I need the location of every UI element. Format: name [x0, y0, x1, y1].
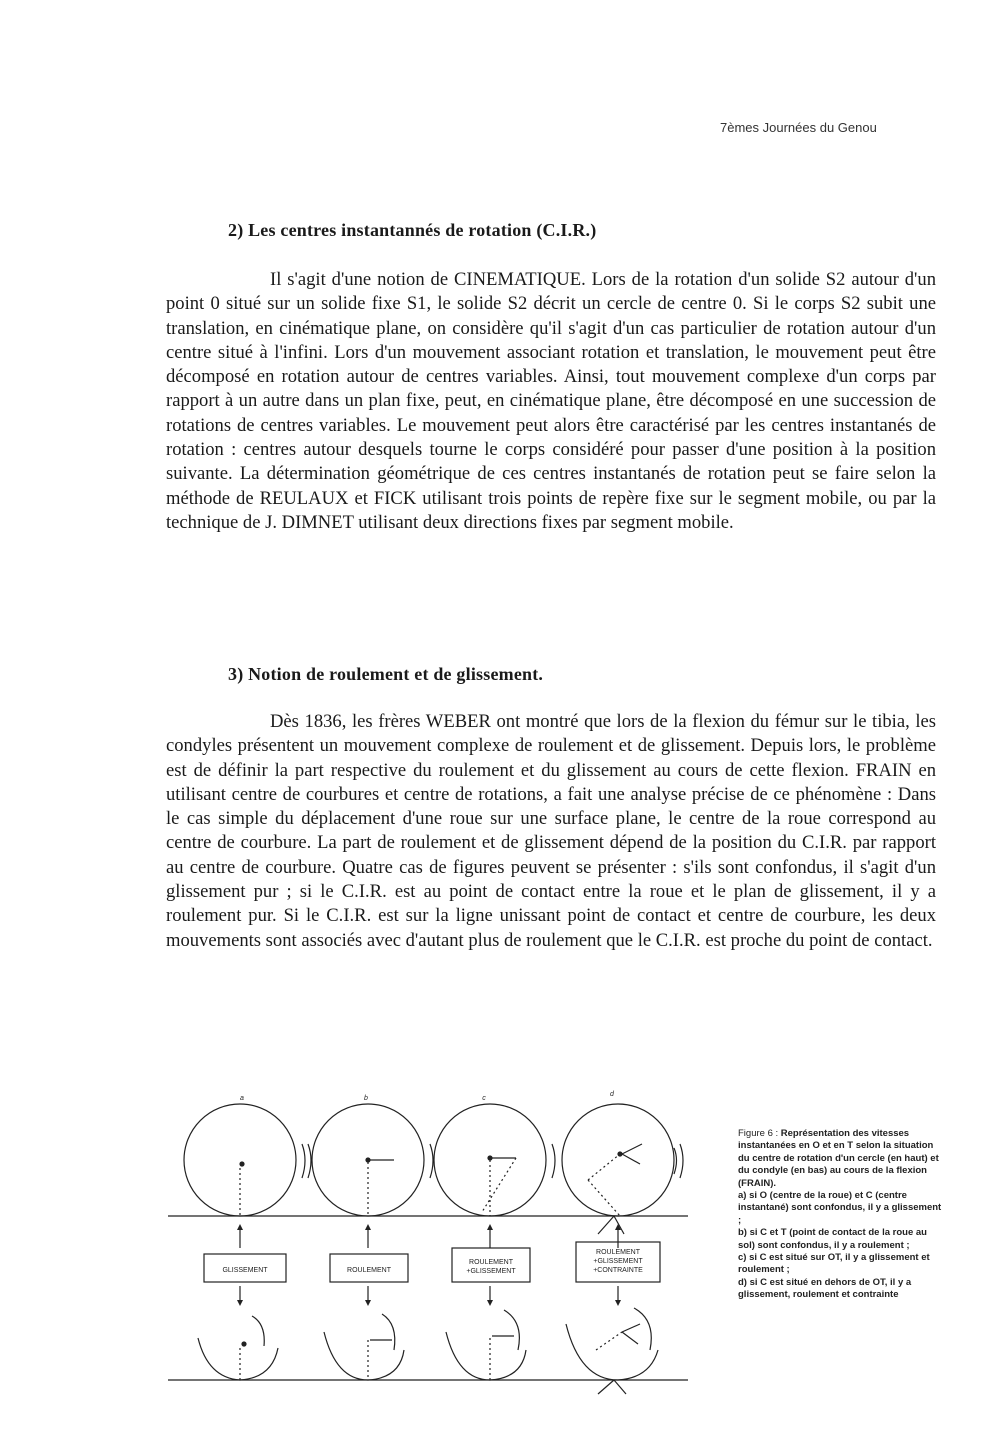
caption-case-a: a) si O (centre de la roue) et C (centre instantané) sont confondus, il y a glissement ;	[738, 1190, 942, 1226]
wheel-a-center	[240, 1162, 244, 1166]
condyle-b	[324, 1332, 404, 1380]
section-2-paragraph: Il s'agit d'une notion de CINEMATIQUE. Lors de la rotation d'un solide S2 autour d'un point 0 situé sur un solide fixe S1, le solide S2 décrit un cercle de centre 0. Si le corps S2 subit une translation, en cinématique plane, on considère qu'il s'agit d'un cas particulier de rotation autour d'un centre situé à l'infini. Lors d'un mouvement associant rotation et translation, le mouvement peut être décomposé en rotation autour de centres variables. Ainsi, tout mouvement complexe d'un corps par rapport à un autre dans un plan fixe, peut, en cinématique plane, être décomposé en une succession de rotations de centres variables. Le mouvement peut alors être caractérisé par les centres instantanés de rotation : centres autour desquels tourne le corps considéré pour passer d'une position à la position suivante. La détermination géométrique de ces centres instantanés de rotation peut se faire selon la méthode de REULAUX et FICK utilisant trois points de repère fixe sur le segment mobile, ou par la technique de J. DIMNET utilisant deux directions fixes par segment mobile.	[166, 269, 936, 533]
panel-letter-c: c	[482, 1095, 486, 1102]
figure-6-diagram	[168, 1088, 708, 1398]
caption-description: Représentation des vitesses instantanées en O et en T selon la situation du centre de rotation d'un cercle (en haut) et du condyle (en bas) au cours de la flexion (FRAIN).	[738, 1128, 939, 1189]
caption-case-d: d) si C est situé en dehors de OT, il y a glissement, roulement et contrainte	[738, 1276, 912, 1301]
condyle-a	[198, 1338, 278, 1380]
condyle-d-construction	[596, 1332, 622, 1350]
section-3-title: 3) Notion de roulement et de glissement.	[228, 664, 544, 684]
figure-6-svg	[168, 1088, 708, 1398]
box-d-line-2: +GLISSEMENT	[593, 1258, 643, 1265]
box-d-line-1: ROULEMENT	[596, 1249, 640, 1256]
wheel-a-motion-arc-2	[308, 1144, 311, 1178]
panel-letter-b: b	[364, 1095, 368, 1102]
condyle-b-arc	[382, 1314, 395, 1350]
arrowhead-down-d	[615, 1300, 621, 1306]
panel-letter-a: a	[240, 1095, 244, 1102]
arrowhead-down-b	[365, 1300, 371, 1306]
box-a-line-1: GLISSEMENT	[222, 1267, 268, 1274]
arrowhead-down-c	[487, 1300, 493, 1306]
caption-case-b: b) si C et T (point de contact de la roue au sol) sont confondus, il y a roulement ;	[738, 1227, 927, 1251]
condyle-a-center	[242, 1342, 246, 1346]
section-2-title: 2) Les centres instantannés de rotation (C.I.R.)	[228, 220, 597, 240]
running-head: 7èmes Journées du Genou	[720, 120, 877, 135]
box-b-line-1: ROULEMENT	[347, 1267, 391, 1274]
caption-line-1	[738, 1128, 943, 1190]
arrowhead-up-c	[487, 1224, 493, 1230]
caption-lead: Figure 6 :	[738, 1128, 781, 1139]
condyle-d-velocity-2	[622, 1332, 638, 1344]
figure-6-caption	[738, 1128, 943, 1302]
box-c-line-1: ROULEMENT	[469, 1259, 513, 1266]
condyle-d-arc	[634, 1308, 651, 1350]
section-3-paragraph: Dès 1836, les frères WEBER ont montré que lors de la flexion du fémur sur le tibia, les condyles présentent un mouvement complexe de roulement et de glissement. Depuis lors, le problème est de définir la part respective du roulement et du glissement au cours de cette flexion. FRAIN en utilisant centre de courbures et centre de rotations, a fait une analyse précise de ce phénomène : Dans le cas simple du déplacement d'une roue sur une surface plane, le centre de la roue correspond au centre de courbure. La part de roulement et de glissement dépend de la position du C.I.R. par rapport au centre de courbure. Quatre cas de figures peuvent se présenter : s'ils sont confondus, il s'agit d'un glissement pur ; si le C.I.R. est au point de contact entre la roue et le plan de glissement, il y a roulement pur. Si le C.I.R. est sur la ligne unissant point de contact et centre de courbure, les deux mouvements sont associés avec d'autant plus de roulement que le C.I.R. est proche du point de contact.	[166, 711, 936, 951]
wheel-c-construction	[482, 1158, 516, 1212]
wheel-b-center	[366, 1158, 370, 1162]
panel-letter-d: d	[610, 1091, 614, 1098]
arrowhead-up-a	[237, 1224, 243, 1230]
condyle-a-arc	[252, 1316, 264, 1346]
condyle-d-contact-vector-2	[614, 1380, 626, 1394]
wheel-a-motion-arc	[302, 1144, 305, 1178]
caption-case-c: c) si C est situé sur OT, il y a glissement et roulement ;	[738, 1252, 930, 1276]
wheel-d-velocity-1	[622, 1144, 642, 1154]
wheel-d-motion-arc	[680, 1144, 683, 1178]
wheel-d	[562, 1104, 674, 1216]
wheel-c-motion-arc	[552, 1144, 555, 1178]
condyle-c-arc	[504, 1310, 519, 1350]
condyle-d-velocity-1	[622, 1324, 640, 1332]
condyle-d-contact-vector	[598, 1380, 614, 1394]
wheel-d-construction	[588, 1154, 620, 1180]
box-d-line-3: +CONTRAINTE	[593, 1267, 643, 1274]
wheel-d-velocity-2	[622, 1154, 640, 1164]
wheel-c-center	[488, 1156, 492, 1160]
box-c-line-2: +GLISSEMENT	[466, 1268, 516, 1275]
wheel-d-contact-vector	[598, 1216, 614, 1234]
arrowhead-down-a	[237, 1300, 243, 1306]
wheel-b-motion-arc	[430, 1144, 433, 1178]
condyle-d	[566, 1324, 658, 1380]
arrowhead-up-b	[365, 1224, 371, 1230]
wheel-d-contact-vector-2	[614, 1216, 624, 1234]
condyle-c	[446, 1332, 526, 1380]
